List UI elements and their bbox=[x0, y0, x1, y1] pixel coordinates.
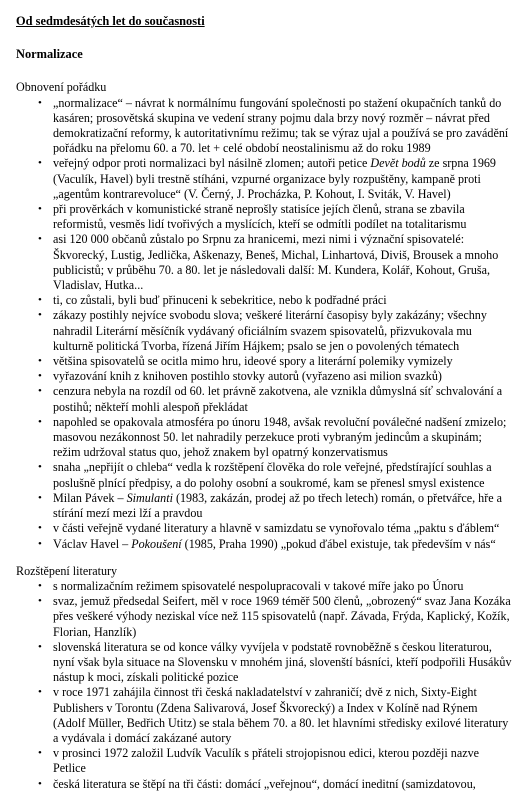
list-item-text: Václav Havel – bbox=[53, 536, 132, 551]
list-item bbox=[14, 96, 512, 157]
document-page bbox=[14, 14, 512, 792]
list-item-text: napohled se opakovala atmosféra po únoru 1948, avšak revoluční poválečné nadšení zmizelo; masovou nezákonnost 50. let nahradily perzekuce proti vybraným jedincům a skupinám; režim udržoval status quo, jehož znakem byl opatrný konzervatismus bbox=[53, 414, 507, 460]
subsection-heading: Rozštěpení literatury bbox=[16, 563, 118, 578]
list-item bbox=[14, 594, 512, 640]
list-item-text: Milan Pávek – bbox=[53, 490, 127, 505]
list-item-text: vyřazování knih z knihoven postihlo stovky autorů (vyřazeno asi milion svazků) bbox=[53, 369, 442, 384]
list-item-text: snaha „nepřijít o chleba“ vedla k rozštěpení člověka do role veřejné, předstírající souhlas a poslušně plnící předpisy, a do polohy osobní a soukromé, kam se přenesl smysl existence bbox=[53, 460, 492, 490]
work-title: Simulanti bbox=[126, 490, 173, 505]
list-item-text: většina spisovatelů se ocitla mimo hru, ideové spory a literární polemiky vymizely bbox=[53, 354, 453, 369]
list-item bbox=[14, 537, 512, 552]
list-item bbox=[14, 202, 512, 232]
list-item-text: v prosinci 1972 založil Ludvík Vaculík s přáteli strojopisnou edici, kterou později nazve Petlice bbox=[53, 746, 479, 776]
list-item-text: ze srpna 1969 (Vaculík, Havel) byli trestně stíháni, vzpurné organizace byly rozpuštěny, kampaně proti „agentům kontrarevoluce“ (V. Černý, J. Procházka, P. Kohout, I. Sviták, V. Havel) bbox=[53, 156, 496, 201]
list-item bbox=[14, 384, 512, 414]
bullet-list bbox=[14, 579, 512, 792]
list-item-text: zákazy postihly nejvíce svobodu slova; veškeré literární časopisy byly zakázány; všechny nahradil Literární měsíčník vydávaný oficiálním svazem spisovatelů, přizvukovala mu kulturně politická Tvorba, řízená Jiřím Hájkem; psalo se jen o povolených tématech bbox=[53, 308, 487, 353]
list-item-text: s normalizačním režimem spisovatelé nespolupracovali v takové míře jako po Únoru bbox=[53, 578, 464, 593]
list-item bbox=[14, 415, 512, 461]
list-item-text: česká literatura se štěpí na tři části: domácí „veřejnou“, domácí ineditní (samizdatovou, bbox=[53, 776, 476, 791]
list-item-text: cenzura nebyla na rozdíl od 60. let právně zakotvena, ale vznikla důmyslná síť schvalování a postihů; někteří mohli alespoň překládat bbox=[53, 384, 503, 414]
list-item-text: svaz, jemuž předsedal Seifert, měl v roce 1969 téměř 500 členů, „obrozený“ svaz Jana Kozáka přes veškeré výhody neziskal více než 115 spisovatelů (např. Závada, Frýda, Kaplický, Kožík, Florian, Hanzlík) bbox=[53, 594, 511, 639]
bullet-list bbox=[14, 96, 512, 552]
list-item bbox=[14, 354, 512, 369]
list-item bbox=[14, 460, 512, 490]
list-item-text: „normalizace“ – návrat k normálnímu fungování společnosti po stažení okupačních tanků do kasáren; prosovětská skupina ve vedení strany pojmu dala brzy nový rozměr – návrat před demokratizační reformy, k autoritativnímu režimu; tak se výraz ujal a používá se pro zavádění pořádku na přelomu 60. a 70. let + celé období neostalinismu až do roku 1989 bbox=[53, 95, 509, 156]
list-item-text: v roce 1971 zahájila činnost tři česká nakladatelství v zahraničí; dvě z nich, Sixty-Eight Publishers v Torontu (Zdena Salivarová, Josef Škvorecký) a Index v Kolíně nad Rýnem (Adolf Müller, Bedřich Utitz) se stala během 70. a 80. let hlavními středisky exilové literatury a vydávala i domácí zakázané autory bbox=[53, 685, 509, 745]
list-item bbox=[14, 308, 512, 354]
subsection-heading: Obnovení pořádku bbox=[16, 80, 107, 95]
list-item-text: při prověrkách v komunistické straně neprošly statisíce jejích členů, strana se zbavila reformistů, vesměs lidí tvořivých a myslících, kteří se odmítli podílet na totalitarismu bbox=[53, 202, 467, 232]
document-title: Od sedmdesátých let do současnosti bbox=[16, 14, 205, 28]
list-item bbox=[14, 640, 512, 686]
section-heading: Normalizace bbox=[16, 47, 83, 62]
list-item-text: slovenská literatura se od konce války vyvíjela v podstatě rovnoběžně s českou literaturou, nyní však byla situace na Slovensku v mnohém jiná, slovenští básníci, kteří podpořili Husákův nástup k moci, získali politické pozice bbox=[53, 639, 512, 685]
list-item bbox=[14, 777, 512, 792]
list-item-text: veřejný odpor proti normalizaci byl násilně zlomen; autoři petice bbox=[53, 156, 371, 171]
list-item bbox=[14, 232, 512, 293]
list-item-text: ti, co zůstali, byli buď přinuceni k sebekritice, nebo k podřadné práci bbox=[53, 293, 387, 308]
work-title: Devět bodů bbox=[370, 156, 426, 171]
list-item-text: asi 120 000 občanů zůstalo po Srpnu za hranicemi, mezi nimi i význační spisovatelé: Škvorecký, Lustig, Jedlička, Aškenazy, Beneš, Michal, Linhartová, Diviš, Brousek a mnoho publicistů; v průběhu 70. a 80. let je následovali další: M. Kundera, Kolář, Kohout, Gruša, Vladislav, Hutka... bbox=[53, 232, 499, 293]
list-item-text: (1983, zakázán, prodej až po třech letech) román, o přetvářce, hře a stírání mezí mezi lží a pravdou bbox=[53, 490, 502, 521]
list-item-text: v části veřejně vydané literatury a hlavně v samizdatu se vynořovalo téma „paktu s ďáblem“ bbox=[53, 521, 500, 536]
list-item bbox=[14, 579, 512, 594]
list-item bbox=[14, 293, 512, 308]
work-title: Pokoušení bbox=[131, 536, 182, 551]
list-item-text: (1985, Praha 1990) „pokud ďábel existuje, tak především v nás“ bbox=[181, 536, 496, 551]
list-item bbox=[14, 156, 512, 202]
list-item bbox=[14, 521, 512, 536]
list-item bbox=[14, 369, 512, 384]
list-item bbox=[14, 685, 512, 746]
list-item bbox=[14, 491, 512, 521]
list-item bbox=[14, 746, 512, 776]
